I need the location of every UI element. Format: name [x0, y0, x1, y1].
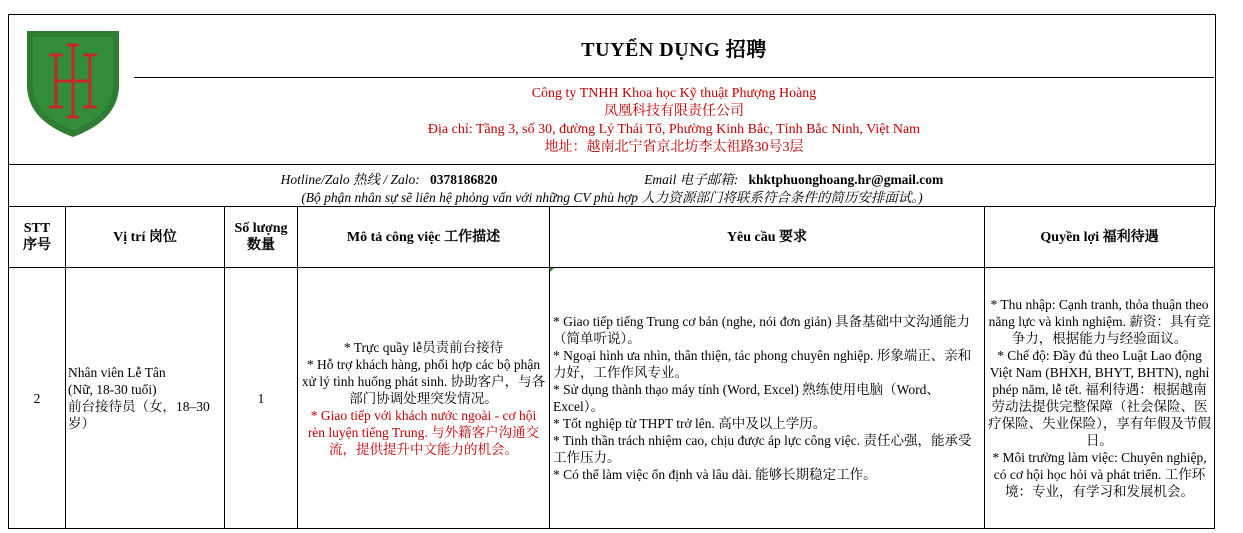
email-address[interactable]: khktphuonghoang.hr@gmail.com [748, 172, 944, 187]
company-address-vi: Địa chỉ: Tầng 3, số 30, đường Lý Thái Tổ, Phường Kinh Bắc, Tỉnh Bắc Ninh, Việt Nam [427, 122, 921, 137]
benefit-item: * Môi trường làm việc: Chuyên nghiệp, có cơ hội học hỏi và phát triển. 工作环境：专业，有学习和发展机会。 [992, 450, 1207, 499]
cell-description [298, 268, 550, 529]
hotline-label: Hotline/Zalo 热线 / Zalo: [280, 172, 420, 187]
title-divider [134, 77, 1214, 78]
company-logo-icon [23, 25, 123, 141]
cell-comment-marker [550, 268, 554, 272]
col-header-position: Vị trí 岗位 [66, 207, 225, 268]
company-name-cn: 凤凰科技有限责任公司 [604, 104, 744, 119]
col-header-stt [9, 207, 66, 268]
desc-item-highlight: * Giao tiếp với khách nước ngoài - cơ hội rèn luyện tiếng Trung. 与外籍客户沟通交流，提供提升中文能力的机会。 [307, 407, 540, 457]
req-item: * Tinh thần trách nhiệm cao, chịu được áp lực công việc. 责任心强，能承受工作压力。 [553, 433, 972, 465]
cell-position [66, 268, 225, 529]
cell-quantity: 1 [225, 268, 298, 529]
contact-section [8, 164, 1216, 207]
page-title: TUYỂN DỤNG 招聘 [581, 39, 767, 61]
col-header-qty-vi: Số lượng [234, 221, 288, 236]
position-detail: (Nữ, 18-30 tuổi) [68, 382, 157, 397]
table-header-row [9, 207, 1215, 268]
cell-stt: 2 [9, 268, 66, 529]
desc-item: * Hỗ trợ khách hàng, phối hợp các bộ phận xử lý tình huống phát sinh. 协助客户，与各部门协调处理突发情况。 [301, 356, 546, 406]
job-table [8, 206, 1215, 529]
col-header-stt-vi: STT [23, 221, 51, 236]
company-name-vi: Công ty TNHH Khoa học Kỹ thuật Phượng Hoàng [531, 86, 817, 101]
req-item: * Sử dụng thành thạo máy tính (Word, Excel) 熟练使用电脑（Word、Excel）。 [553, 382, 940, 414]
col-header-requirements: Yêu cầu 要求 [550, 207, 985, 268]
table-row [9, 268, 1215, 529]
col-header-qty-cn: 数量 [247, 238, 275, 253]
col-header-quantity [225, 207, 298, 268]
benefit-item: * Thu nhập: Cạnh tranh, thỏa thuận theo năng lực và kinh nghiệm. 薪资：具有竞争力，根据能力与经验面议。 [988, 297, 1211, 346]
col-header-stt-cn: 序号 [23, 238, 51, 253]
req-item: * Tốt nghiệp từ THPT trở lên. 高中及以上学历。 [553, 416, 827, 431]
col-header-description: Mô tả công việc 工作描述 [298, 207, 550, 268]
req-item: * Giao tiếp tiếng Trung cơ bản (nghe, nói đơn giản) 具备基础中文沟通能力（简单听说）。 [553, 314, 970, 346]
cell-benefits [985, 268, 1215, 529]
position-vi: Nhân viên Lễ Tân [68, 365, 166, 380]
col-header-benefits: Quyền lợi 福利待遇 [985, 207, 1215, 268]
desc-item: * Trực quầy lễ员责前台接待 [343, 339, 504, 355]
benefit-item: * Chế độ: Đầy đủ theo Luật Lao động Việt Nam (BHXH, BHYT, BHTN), nghỉ phép năm, lễ tết. 福利待遇：根据越南劳动法提供完整保障（社会保险、医疗保险、失业保险），享有年假及节假日。 [988, 348, 1211, 448]
req-item: * Có thể làm việc ổn định và lâu dài. 能够长期稳定工作。 [553, 467, 877, 482]
email-label: Email 电子邮箱: [644, 172, 739, 187]
header-section [8, 14, 1216, 165]
company-address-cn: 地址：越南北宁省京北坊李太祖路30号3层 [544, 140, 804, 155]
hotline-number[interactable]: 0378186820 [429, 172, 498, 187]
contact-line [9, 168, 1215, 188]
cell-requirements [550, 268, 985, 529]
company-info [144, 85, 1204, 157]
req-item: * Ngoại hình ưa nhìn, thân thiện, tác phong chuyên nghiệp. 形象端正、亲和力好，工作作风专业。 [553, 348, 972, 380]
position-cn: 前台接待员（女，18–30岁） [68, 399, 210, 431]
hr-note: (Bộ phận nhân sự sẽ liên hệ phỏng vấn với những CV phù hợp 人力资源部门将联系符合条件的简历安排面试。) [301, 190, 923, 205]
